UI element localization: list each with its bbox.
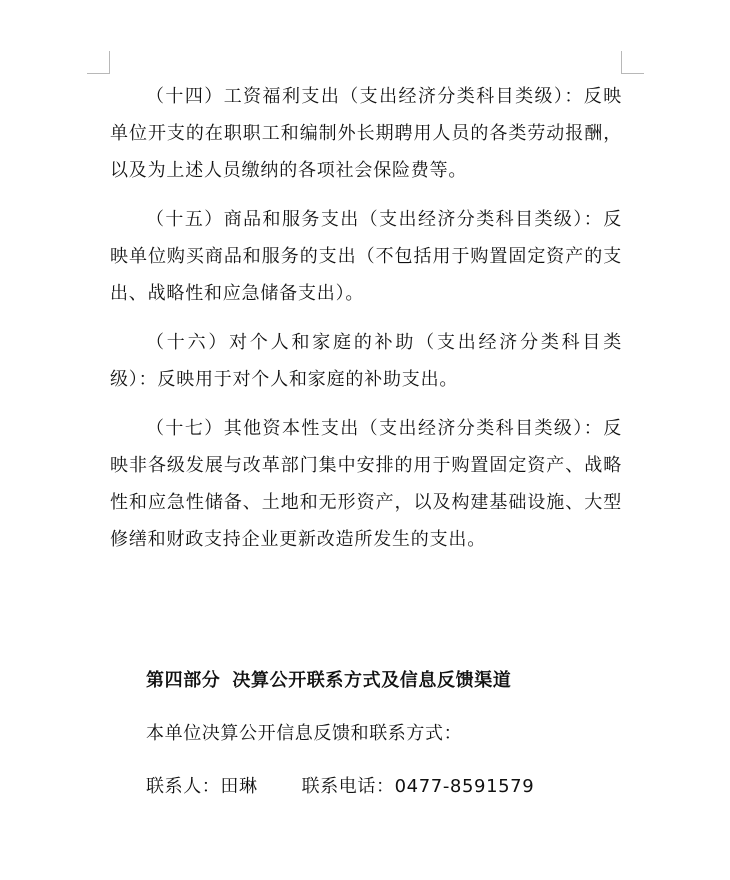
contact-line — [146, 770, 626, 804]
margin-corner-mark-right — [621, 51, 644, 74]
paragraph-other-capital: （十七）其他资本性支出（支出经济分类科目类级）：反映非各级发展与改革部门集中安排的用于购置固定资产、战略性和应急性储备、土地和无形资产，以及构建基础设施、大型修缮和财政支持企业更新改造所发生的支出。 — [110, 418, 622, 550]
contact-intro: 本单位决算公开信息反馈和联系方式： — [146, 723, 463, 744]
contact-phone: 联系电话：0477-8591579 — [301, 776, 535, 797]
section-title: 决算公开联系方式及信息反馈渠道 — [232, 670, 512, 691]
contact-person: 联系人：田琳 — [146, 776, 258, 797]
section-part-label: 第四部分 — [146, 670, 221, 691]
body-text — [110, 78, 622, 558]
paragraph-goods-services: （十五）商品和服务支出（支出经济分类科目类级）：反映单位购买商品和服务的支出（不包括用于购置固定资产的支出、战略性和应急储备支出）。 — [110, 209, 622, 304]
paragraph-household-subsidy: （十六）对个人和家庭的补助（支出经济分类科目类级）：反映用于对个人和家庭的补助支出。 — [110, 332, 622, 390]
section-heading — [146, 664, 626, 698]
paragraph-salary-welfare: （十四）工资福利支出（支出经济分类科目类级）：反映单位开支的在职职工和编制外长期聘用人员的各类劳动报酬，以及为上述人员缴纳的各项社会保险费等。 — [110, 86, 622, 181]
margin-corner-mark-left — [87, 51, 110, 74]
